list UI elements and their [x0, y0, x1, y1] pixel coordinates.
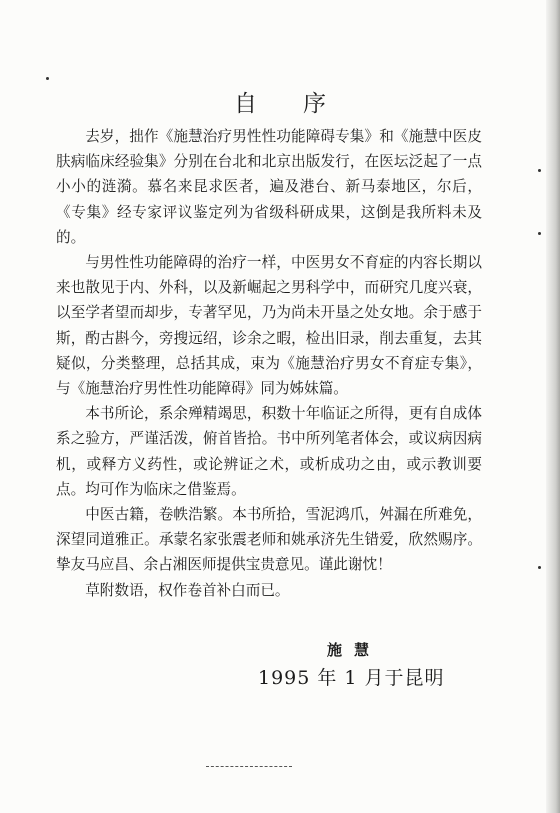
- scan-speck: [538, 169, 541, 172]
- signature-date: 1995 年 1 月于昆明: [258, 667, 445, 689]
- author-signature: 施慧: [327, 641, 382, 659]
- preface-paragraph-5: 草附数语，权作卷首补白而已。: [85, 581, 290, 599]
- page-title: 自序: [234, 91, 372, 117]
- scan-page-edge: [546, 0, 560, 813]
- preface-body: [56, 124, 482, 603]
- preface-paragraph-3: 本书所论，系余殚精竭思，积数十年临证之所得，更有自成体系之验方，严谨活泼，俯首皆拾。书中所列笔者体会，或议病因病机，或释方义药性，或论辨证之术，或析成功之由，或示教训要点。均可作为临床之借鉴焉。: [56, 405, 482, 498]
- scan-speck: [538, 232, 541, 235]
- preface-paragraph-2: 与男性性功能障碍的治疗一样，中医男女不育症的内容长期以来也散见于内、外科，以及新崛起之男科学中，而研究几度兴衰，以至学者望而却步，专著罕见，乃为尚未开垦之处女地。余于感于斯，酌古斟今，旁搜远绍，诊余之暇，检出旧录，削去重复，去其疑似，分类整理，总括其成，束为《施慧治疗男女不育症专集》，与《施慧治疗男性性功能障碍》同为姊妹篇。: [56, 254, 482, 398]
- preface-paragraph-1: 去岁，拙作《施慧治疗男性性功能障碍专集》和《施慧中医皮肤病临床经验集》分别在台北和北京出版发行，在医坛泛起了一点小小的涟漪。慕名来昆求医者，遍及港台、新马泰地区，尔后，《专集》经专家评议鉴定列为省级科研成果，这倒是我所料未及的。: [56, 128, 482, 246]
- footer-divider: [206, 766, 292, 767]
- scan-speck: [46, 77, 49, 80]
- scan-speck: [538, 566, 541, 569]
- preface-paragraph-4: 中医古籍，卷帙浩繁。本书所拾，雪泥鸿爪，舛漏在所难免，深望同道雅正。承蒙名家张震老师和姚承济先生错爱，欣然赐序。挚友马应昌、余占湘医师提供宝贵意见。谨此谢忱！: [56, 506, 482, 574]
